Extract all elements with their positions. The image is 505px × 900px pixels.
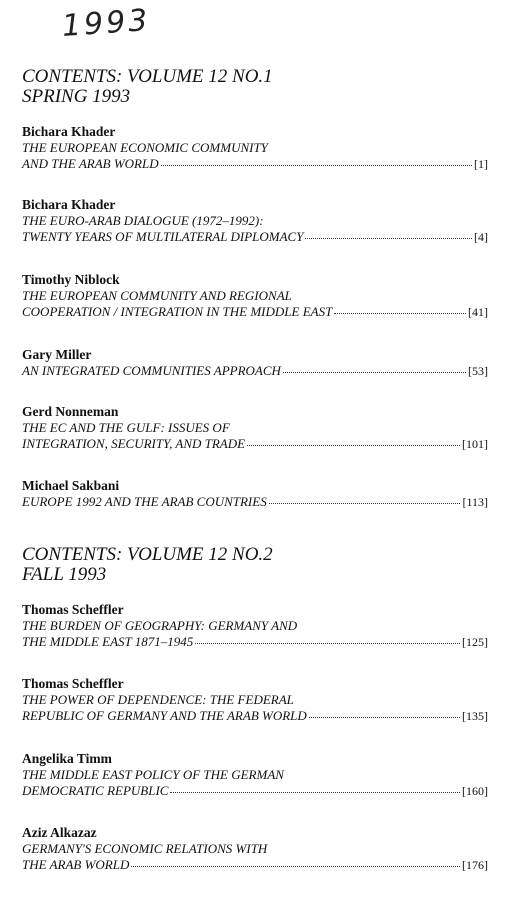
volume-1-heading-line1: CONTENTS: VOLUME 12 NO.1 [22,66,273,87]
dot-leader [247,445,460,446]
entry-page-number: [176] [462,858,488,872]
toc-entry [22,403,488,452]
entry-title-text: THE ARAB WORLD [22,857,130,872]
entry-author: Thomas Scheffler [22,602,124,617]
entry-title-line: GERMANY'S ECONOMIC RELATIONS WITH [22,841,268,856]
toc-entry [22,675,488,724]
entry-title-line: THE EUROPEAN COMMUNITY AND REGIONAL [22,288,292,303]
entry-title-line: THE EURO-ARAB DIALOGUE (1972–1992): [22,213,264,228]
entry-title-text: INTEGRATION, SECURITY, AND TRADE [22,436,246,451]
entry-author: Gary Miller [22,347,92,362]
entry-title-line: THE EC AND THE GULF: ISSUES OF [22,420,230,435]
toc-entry [22,196,488,245]
entry-title-text: EUROPE 1992 AND THE ARAB COUNTRIES [22,494,267,509]
entry-title-line: THE MIDDLE EAST POLICY OF THE GERMAN [22,767,284,782]
entry-title-last-line [22,156,488,172]
entry-page-number: [135] [462,709,488,723]
entry-title-last-line [22,494,488,510]
dot-leader [283,372,466,373]
entry-author: Bichara Khader [22,197,116,212]
dot-leader [305,238,472,239]
entry-title-line: THE BURDEN OF GEOGRAPHY: GERMANY AND [22,618,298,633]
entry-page-number: [113] [462,495,488,509]
dot-leader [309,717,460,718]
entry-title-line: THE EUROPEAN ECONOMIC COMMUNITY [22,140,268,155]
entry-page-number: [160] [462,784,488,798]
entry-title-last-line [22,363,488,379]
entry-page-number: [1] [474,157,488,171]
entry-author: Thomas Scheffler [22,676,124,691]
toc-entry [22,477,488,510]
volume-2-heading [22,545,273,585]
entry-title-text: TWENTY YEARS OF MULTILATERAL DIPLOMACY [22,229,304,244]
toc-entry [22,601,488,650]
entry-page-number: [41] [468,305,488,319]
entry-title-text: AND THE ARAB WORLD [22,156,159,171]
entry-title-last-line [22,634,488,650]
dot-leader [269,503,461,504]
entry-page-number: [101] [462,437,488,451]
dot-leader [195,643,460,644]
entry-title-last-line [22,857,488,873]
entry-author: Timothy Niblock [22,272,120,287]
toc-entry [22,346,488,379]
toc-entry [22,824,488,873]
entry-title-last-line [22,783,488,799]
entry-title-line: THE POWER OF DEPENDENCE: THE FEDERAL [22,692,294,707]
entry-title-text: AN INTEGRATED COMMUNITIES APPROACH [22,363,281,378]
entry-title-last-line [22,229,488,245]
dot-leader [170,792,460,793]
entry-page-number: [4] [474,230,488,244]
dot-leader [161,165,472,166]
entry-author: Aziz Alkazaz [22,825,97,840]
volume-2-heading-line2: FALL 1993 [22,564,107,585]
entry-author: Michael Sakbani [22,478,120,493]
entry-author: Bichara Khader [22,124,116,139]
entry-title-last-line [22,708,488,724]
entry-page-number: [125] [462,635,488,649]
volume-1-heading-line2: SPRING 1993 [22,86,131,107]
entry-title-last-line [22,304,488,320]
toc-entry [22,271,488,320]
entry-author: Angelika Timm [22,751,112,766]
volume-1-heading [22,67,273,107]
volume-2-heading-line1: CONTENTS: VOLUME 12 NO.2 [22,544,273,565]
entry-title-text: THE MIDDLE EAST 1871–1945 [22,634,194,649]
entry-page-number: [53] [468,364,488,378]
toc-entry [22,750,488,799]
entry-title-last-line [22,436,488,452]
entry-title-text: REPUBLIC OF GERMANY AND THE ARAB WORLD [22,708,307,723]
entry-author: Gerd Nonneman [22,404,119,419]
entry-title-text: COOPERATION / INTEGRATION IN THE MIDDLE EAST [22,304,333,319]
entry-title-text: DEMOCRATIC REPUBLIC [22,783,169,798]
dot-leader [334,313,466,314]
handwritten-year-note: 1993 [60,2,152,45]
toc-entry [22,123,488,172]
dot-leader [131,866,460,867]
